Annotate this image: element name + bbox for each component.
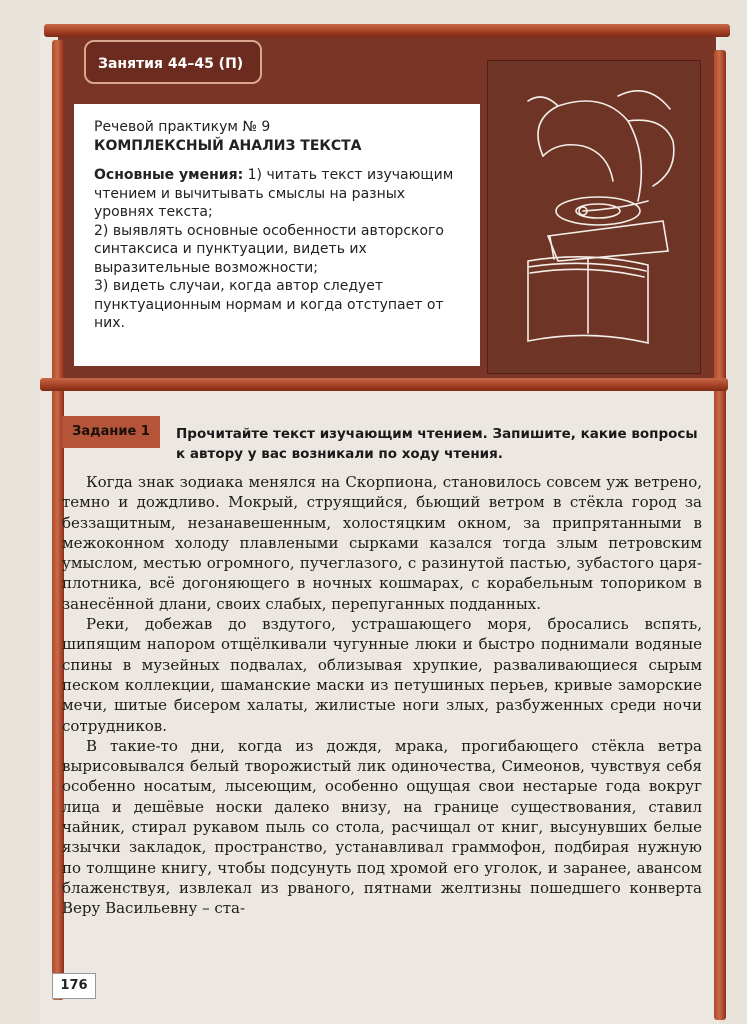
paragraph: Когда знак зодиака менялся на Скорпиона, становилось совсем уж ветрено, темно и дождливо. Мокрый, струящийся, бьющий ветром в стёкла город за беззащитным, незанавешенным, холостяцким окном, за припрятанными в межоконном холоду плавлеными сырками казался тогда злым петровским умыслом, местью огромного, пучеглазого, с разинутой пастью, зубастого царя-плотника, всё догоняющего в ночных кошмарах, с корабельным топориком в занесённой длани, своих слабых, перепуганных подданных. [62,473,702,613]
page-number: 176 [52,973,96,999]
intro-box [74,104,480,366]
right-post [714,50,726,1020]
book-gramophone-icon [488,61,700,373]
section-title: КОМПЛЕКСНЫЙ АНАЛИЗ ТЕКСТА [94,137,362,154]
skills-block [94,166,466,333]
lesson-label: Занятия 44–45 (П) [84,40,262,84]
skill-item-2: 2) выявлять основные особенности авторского синтаксиса и пунктуации, видеть их выразительные возможности; [94,222,444,276]
practicum-label: Речевой практикум № 9 [94,119,271,135]
excerpt-text [62,472,702,919]
skill-item-1: 1) читать текст изучающим чтением и вычитывать смыслы на разных уровнях текста; [94,167,454,220]
task-label: Задание 1 [62,416,160,448]
top-bar [44,24,730,37]
paragraph: Реки, добежав до вздутого, устрашающего моря, бросались вспять, шипящим напором отщёлкивали чугунные люки и быстро поднимали водяные спины в музейных подвалах, облизывая хрупкие, разваливающиеся сырым песком коллекции, шаманские маски из петушиных перьев, кривые заморские мечи, шитые бисером халаты, жилистые ноги злых, разбуженных среди ночи сотрудников. [62,615,702,735]
illustration-panel [487,60,701,374]
skill-item-3: 3) видеть случаи, когда автор следует пунктуационным нормам и когда отступает от них. [94,278,444,331]
task-instruction: Прочитайте текст изучающим чтением. Запишите, какие вопросы к автору у вас возникали по ходу чтения. [176,426,698,462]
paragraph: В такие-то дни, когда из дождя, мрака, прогибающего стёкла ветра вырисовывался белый творожистый лик одиночества, Симеонов, чувствуя себя особенно носатым, лысеющим, особенно ощущая свои нестарые года вокруг лица и дешёвые носки далеко внизу, на границе существования, ставил чайник, стирал рукавом пыль со стола, расчищал от книг, высунувших белые язычки закладок, пространство, устанавливал граммофон, подбирая нужную по толщине книгу, чтобы подсунуть под хромой его уголок, и заранее, авансом блаженствуя, извлекал из рваного, пятнами желтизны пошедшего конверта Веру Васильевну – ста- [62,736,702,918]
middle-bar [40,378,728,391]
skills-label: Основные умения: [94,167,244,183]
